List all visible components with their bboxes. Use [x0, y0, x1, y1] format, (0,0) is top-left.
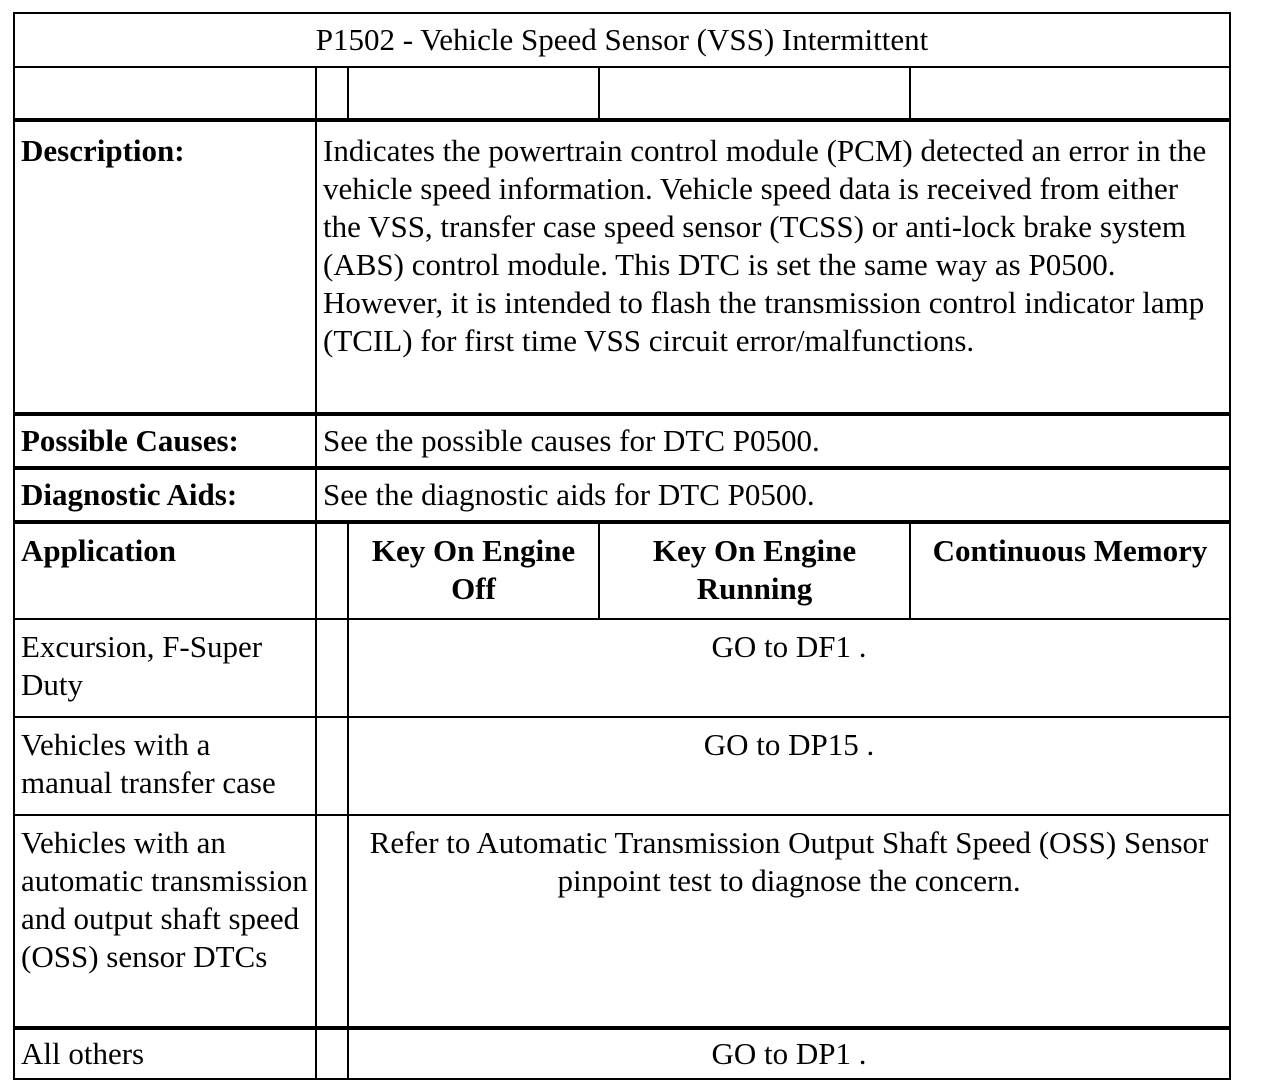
application-name: Vehicles with an automatic transmission and output shaft speed (OSS) sensor DTCs: [14, 815, 316, 1028]
application-name: Vehicles with a manual transfer case: [14, 717, 316, 815]
diagnostic-aids-text: See the diagnostic aids for DTC P0500.: [316, 468, 1230, 522]
blank-cell: [599, 67, 910, 120]
application-header: Application: [14, 522, 316, 619]
description-text: Indicates the powertrain control module (PCM) detected an error in the vehicle speed information. Vehicle speed data is received from either the VSS, transfer case speed sensor (TCSS) or anti-lock brake system (ABS) control module. This DTC is set the same way as P0500. However, it is intended to flash the transmission control indicator lamp (TCIL) for first time VSS circuit error/malfunctions.: [316, 120, 1230, 414]
spacer-cell: [316, 815, 348, 1028]
dtc-table: [13, 12, 1231, 1080]
dtc-title: P1502 - Vehicle Speed Sensor (VSS) Intermittent: [14, 13, 1230, 67]
application-action-link[interactable]: GO to DP15 .: [348, 717, 1230, 815]
continuous-memory-header: Continuous Memory: [910, 522, 1230, 619]
spacer-cell: [316, 619, 348, 717]
application-action-link[interactable]: GO to DP1 .: [348, 1028, 1230, 1079]
diagnostic-aids-label: Diagnostic Aids:: [14, 468, 316, 522]
table-row: [14, 815, 1230, 1028]
application-action-link[interactable]: GO to DF1 .: [348, 619, 1230, 717]
blank-cell: [14, 67, 316, 120]
table-row: [14, 619, 1230, 717]
koer-header: Key On Engine Running: [599, 522, 910, 619]
spacer-cell: [316, 1028, 348, 1079]
application-name: All others: [14, 1028, 316, 1079]
table-row: [14, 717, 1230, 815]
koeo-header: Key On Engine Off: [348, 522, 599, 619]
blank-row: [14, 67, 1230, 120]
blank-cell: [348, 67, 599, 120]
application-action-text: Refer to Automatic Transmission Output Shaft Speed (OSS) Sensor pinpoint test to diagnose the concern.: [348, 815, 1230, 1028]
possible-causes-label: Possible Causes:: [14, 414, 316, 468]
application-name: Excursion, F-Super Duty: [14, 619, 316, 717]
spacer-cell: [316, 522, 348, 619]
description-label: Description:: [14, 120, 316, 414]
blank-cell: [316, 67, 348, 120]
table-row: [14, 1028, 1230, 1079]
blank-cell: [910, 67, 1230, 120]
spacer-cell: [316, 717, 348, 815]
possible-causes-text: See the possible causes for DTC P0500.: [316, 414, 1230, 468]
